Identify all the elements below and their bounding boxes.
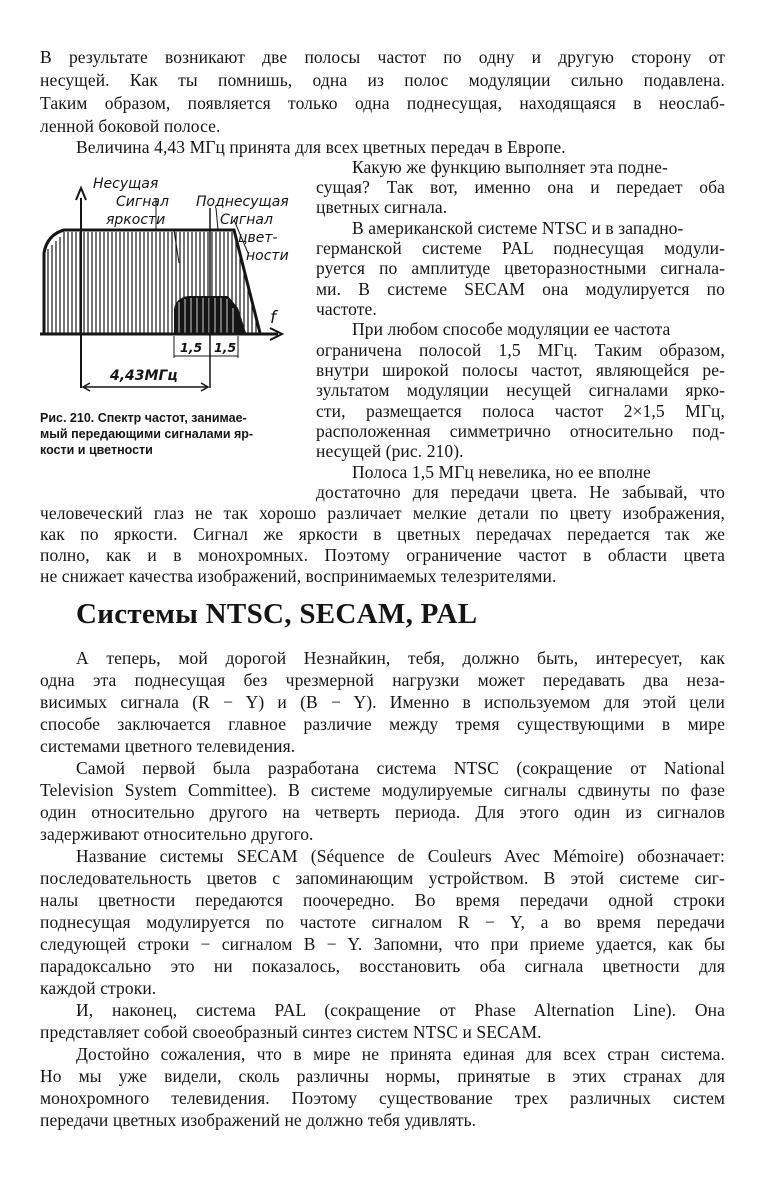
figure-caption-line: Рис. 210. Спектр частот, занимае- — [40, 411, 247, 425]
text-line: полно, как и в монохромных. Поэтому ограничение частот в области цвета — [40, 545, 725, 565]
text-line: руется по амплитуде цветоразностными сигнала- — [316, 258, 725, 278]
text-line: Таким образом, появляется только одна поднесущая, находящаяся в неослаб- — [40, 93, 725, 113]
text-line: А теперь, мой дорогой Незнайкин, тебя, должно быть, интересует, как — [76, 648, 725, 668]
text-line: последовательность цветов с запоминающим устройством. В этой системе сиг- — [40, 868, 725, 888]
label-bw-right: 1,5 — [214, 340, 237, 355]
text-line: внутри широкой полосы частот, являющейся ре- — [316, 360, 725, 380]
text-line: достаточно для передачи цвета. Не забывай, что — [316, 482, 725, 502]
text-line: При любом способе модуляции ее частота — [352, 319, 671, 339]
label-luma-2: яркости — [106, 212, 166, 228]
text-line: В американской системе NTSC и в западно- — [352, 218, 684, 238]
text-line: Самой первой была разработана система NTSC (сокращение от National — [76, 758, 725, 778]
spectrum-figure — [38, 168, 300, 408]
text-line: несущей (рис. 210). — [316, 441, 464, 461]
text-line: расположенная симметрично относительно под- — [316, 421, 725, 441]
text-line: Television System Committee). В системе модулируемые сигналы сдвинуты по фазе — [40, 780, 725, 800]
text-line: один относительно другого на четверть периода. Для этого один из сигналов — [40, 802, 725, 822]
text-line: В результате возникают две полосы частот по одну и другую сторону от — [40, 47, 725, 67]
text-line: одна эта поднесущая без чрезмерной нагрузки может передавать два неза- — [40, 670, 725, 690]
text-line: каждой строки. — [40, 978, 157, 998]
label-subcarrier: Поднесущая — [196, 194, 289, 210]
label-carrier: Несущая — [93, 176, 159, 192]
text-line: ленной боковой полосе. — [40, 116, 221, 136]
text-line: германской системе PAL поднесущая модули- — [316, 238, 725, 258]
text-line: парадоксально это ни показалось, восстановить оба сигнала цветности для — [40, 956, 725, 976]
text-line: не снижает качества изображений, воспринимаемых телезрителями. — [40, 566, 557, 586]
text-line: ми. В системе SECAM она модулируется по — [316, 279, 725, 299]
text-line: представляет собой своеобразный синтез систем NTSC и SECAM. — [40, 1022, 542, 1042]
figure-caption-line: мый передающими сигналами яр- — [40, 427, 254, 441]
text-line: частоте. — [316, 299, 377, 319]
text-line: монохромного телевидения. Поэтому существование трех различных систем — [40, 1088, 725, 1108]
text-line: Какую же функцию выполняет эта подне- — [352, 157, 668, 177]
text-line: сущая? Так вот, именно она и передает оба — [316, 177, 725, 197]
text-line: следующей строки − сигналом B − Y. Запомни, что при приеме удается, как бы — [40, 934, 725, 954]
figure-caption-line: кости и цветности — [40, 443, 153, 457]
text-line: сти, размещается полоса частот 2×1,5 МГц, — [316, 401, 725, 421]
text-line: зультатом модуляции несущей сигналами ярко- — [316, 380, 725, 400]
text-line: задерживают относительно другого. — [40, 824, 314, 844]
text-line: как по яркости. Сигнал же яркости в цветных передачах передается так же — [40, 524, 725, 544]
text-line: Достойно сожаления, что в мире не принята единая для всех стран система. — [76, 1044, 725, 1064]
label-chroma-1: Сигнал — [220, 212, 273, 228]
text-line: человеческий глаз не так хорошо различает мелкие детали по цвету изображения, — [40, 503, 725, 523]
label-bw-left: 1,5 — [180, 340, 203, 355]
text-line: цветных сигнала. — [316, 197, 448, 217]
text-line: передачи цветных изображений не должно тебя удивлять. — [40, 1110, 477, 1130]
text-line: И, наконец, система PAL (сокращение от Phase Alternation Line). Она — [76, 1000, 725, 1020]
text-line: Но мы уже видели, сколь различны нормы, принятые в этих странах для — [40, 1066, 725, 1086]
section-title: Системы NTSC, SECAM, PAL — [76, 598, 478, 630]
text-line: висимых сигнала (R − Y) и (B − Y). Именно в используемом для этой цели — [40, 692, 725, 712]
label-frequency: 4,43МГц — [110, 368, 178, 384]
text-line: способе заключается главное различие между тремя существующими в мире — [40, 714, 725, 734]
label-f: f — [270, 308, 276, 328]
text-line: несущей. Как ты помнишь, одна из полос модуляции сильно подавлена. — [40, 70, 725, 90]
text-line: ограничена полосой 1,5 МГц. Таким образом, — [316, 340, 725, 360]
text-line: налы цветности передаются поочередно. Во время передачи одной строки — [40, 890, 725, 910]
text-line: системами цветного телевидения. — [40, 736, 296, 756]
text-line: поднесущая модулируется по частоте сигналом R − Y, а во время передачи — [40, 912, 725, 932]
label-chroma-3: ности — [246, 248, 289, 264]
text-line: Величина 4,43 МГц принята для всех цветных передач в Европе. — [76, 137, 566, 157]
label-luma-1: Сигнал — [116, 194, 169, 210]
text-line: Полоса 1,5 МГц невелика, но ее вполне — [352, 462, 651, 482]
text-line: Название системы SECAM (Séquence de Couleurs Avec Mémoire) обозначает: — [76, 846, 725, 866]
label-chroma-2: цвет- — [238, 230, 278, 246]
